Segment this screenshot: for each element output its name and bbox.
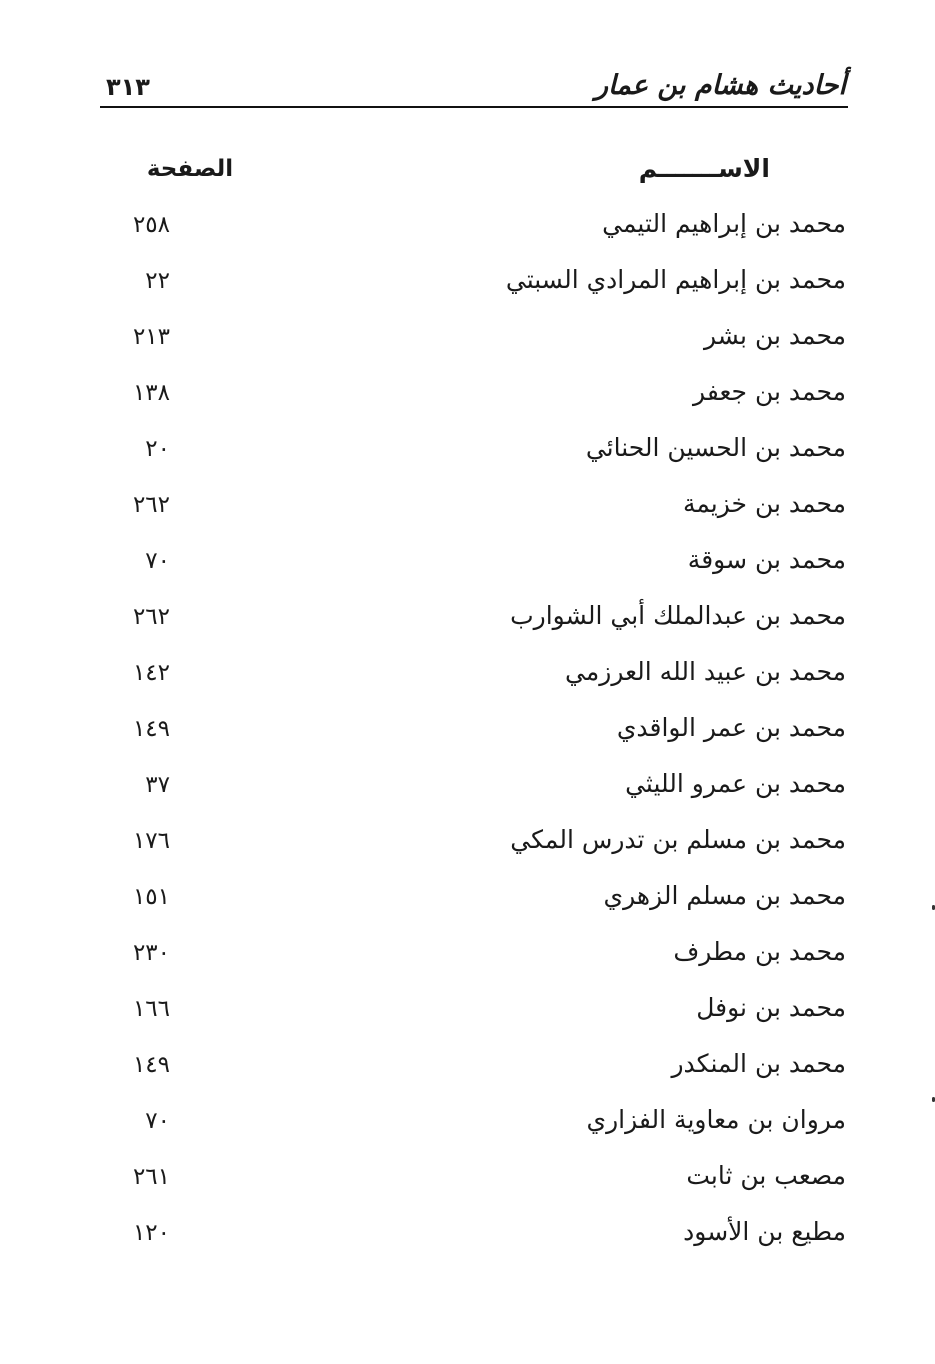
entry-name: محمد بن الحسين الحنائي — [585, 433, 846, 462]
entry-page-number: ١٥١ — [132, 884, 170, 910]
entry-name: محمد بن إبراهيم المرادي السبتي — [505, 265, 846, 294]
entry-page-number: ٢١٣ — [132, 324, 170, 350]
index-entry — [100, 592, 848, 648]
index-entry — [100, 1152, 848, 1208]
entry-name: محمد بن عمرو الليثي — [625, 769, 846, 798]
index-entry — [100, 256, 848, 312]
entry-page-number: ٢٦٢ — [132, 492, 170, 518]
entry-name: محمد بن نوفل — [696, 993, 846, 1022]
index-entries — [100, 200, 848, 1264]
entry-page-number: ٧٠ — [145, 1108, 170, 1134]
entry-page-number: ٢٢ — [145, 268, 170, 294]
index-entry — [100, 816, 848, 872]
index-entry — [100, 928, 848, 984]
index-entry — [100, 1096, 848, 1152]
book-title: أحاديث هشام بن عمار — [595, 70, 846, 101]
index-entry — [100, 536, 848, 592]
entry-page-number: ١٦٦ — [132, 996, 170, 1022]
entry-name: محمد بن عبيد الله العرزمي — [565, 657, 846, 686]
entry-page-number: ٢٦٢ — [132, 604, 170, 630]
entry-page-number: ٢٥٨ — [132, 212, 170, 238]
index-entry — [100, 872, 848, 928]
entry-page-number: ٧٠ — [145, 548, 170, 574]
index-entry — [100, 704, 848, 760]
entry-name: محمد بن مسلم الزهري — [603, 881, 846, 910]
index-entry — [100, 1040, 848, 1096]
entry-page-number: ٢٦١ — [132, 1164, 170, 1190]
name-column-header: الاســـــــم — [638, 154, 770, 183]
entry-page-number: ١٢٠ — [132, 1220, 170, 1246]
index-entry — [100, 760, 848, 816]
entry-page-number: ١٣٨ — [132, 380, 170, 406]
index-entry — [100, 984, 848, 1040]
entry-name: محمد بن عمر الواقدي — [616, 713, 846, 742]
entry-name: مصعب بن ثابت — [686, 1161, 846, 1190]
entry-page-number: ٢٣٠ — [132, 940, 170, 966]
index-entry — [100, 1208, 848, 1264]
index-entry — [100, 648, 848, 704]
index-entry — [100, 368, 848, 424]
entry-name: محمد بن عبدالملك أبي الشوارب — [510, 601, 846, 630]
entry-name: محمد بن مطرف — [673, 937, 846, 966]
entry-page-number: ٢٠ — [145, 436, 170, 462]
entry-name: مطيع بن الأسود — [683, 1217, 846, 1246]
entry-name: محمد بن جعفر — [693, 377, 846, 406]
entry-page-number: ١٤٩ — [132, 1052, 170, 1078]
entry-name: محمد بن مسلم بن تدرس المكي — [510, 825, 846, 854]
entry-name: محمد بن إبراهيم التيمي — [602, 209, 846, 238]
entry-name: محمد بن بشر — [703, 321, 846, 350]
entry-name: محمد بن المنكدر — [671, 1049, 846, 1078]
page-column-header: الصفحة — [146, 156, 234, 182]
index-entry — [100, 480, 848, 536]
index-entry — [100, 312, 848, 368]
entry-page-number: ٣٧ — [145, 772, 170, 798]
index-column-headers — [100, 150, 848, 194]
entry-page-number: ١٤٢ — [132, 660, 170, 686]
entry-name: محمد بن سوقة — [687, 545, 846, 574]
index-entry — [100, 200, 848, 256]
running-header — [100, 66, 848, 108]
entry-name: محمد بن خزيمة — [682, 489, 846, 518]
index-entry — [100, 424, 848, 480]
entry-page-number: ١٤٩ — [132, 716, 170, 742]
entry-name: مروان بن معاوية الفزاري — [586, 1105, 846, 1134]
page-number: ٣١٣ — [106, 73, 150, 101]
entry-page-number: ١٧٦ — [132, 828, 170, 854]
